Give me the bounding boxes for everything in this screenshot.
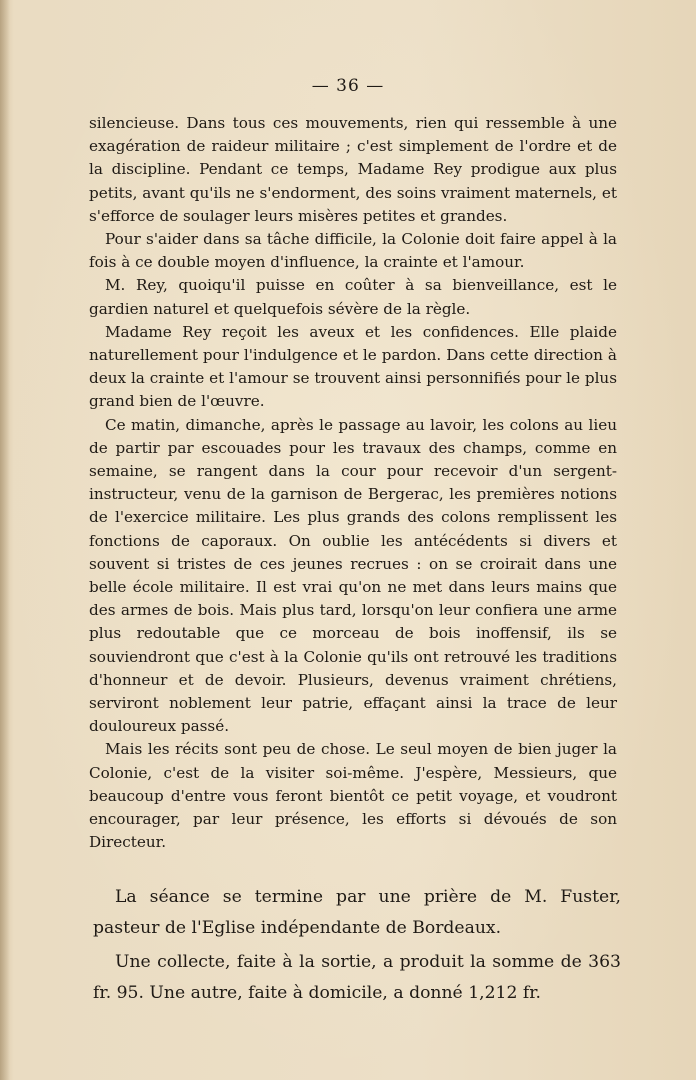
paragraph: Pour s'aider dans sa tâche difficile, la Colonie doit faire appel à la fois à ce double moyen d'influence, la crainte et l'amour. (89, 230, 617, 272)
closing-section (93, 882, 621, 1009)
paragraph: Madame Rey reçoit les aveux et les confidences. Elle plaide naturellement pour l'indulgence et le pardon. Dans cette direction à deux la crainte et l'amour se trouvent ainsi personnifiés pour le plus grand bien de l'œuvre. (89, 322, 617, 411)
paragraph: Mais les récits sont peu de chose. Le seul moyen de bien juger la Colonie, c'est de la visiter soi-même. J'espère, Messieurs, que beaucoup d'entre vous feront bientôt ce petit voyage, et voudront encourager, par leur présence, les efforts si dévoués de son Directeur. (89, 740, 617, 852)
paragraph: silencieuse. Dans tous ces mouvements, rien qui ressemble à une exagération de raideur militaire ; c'est simplement de l'ordre et de la discipline. Pendant ce temps, Madame Rey prodigue aux plus petits, avant qu'ils ne s'endorment, des soins vraiment maternels, et s'efforce de soulager leurs misères petites et grandes. (89, 114, 617, 225)
paragraph: Ce matin, dimanche, après le passage au lavoir, les colons au lieu de partir par escouades pour les travaux des champs, comme en semaine, se rangent dans la cour pour recevoir d'un sergent-instructeur, venu de la garnison de Bergerac, les premières notions de l'exercice militaire. Les plus grands des colons remplissent les fonctions de caporaux. On oublie les antécédents si divers et souvent si tristes de ces jeunes recrues : on se croirait dans une belle école militaire. Il est vrai qu'on ne met dans leurs mains que des armes de bois. Mais plus tard, lorsqu'on leur confiera une arme plus redoutable que ce morceau de bois inoffensif, ils se souviendront que c'est à la Colonie qu'ils ont retrouvé les traditions d'honneur et de devoir. Plusieurs, devenus vraiment chrétiens, serviront noblement leur patrie, effaçant ainsi la trace de leur douloureux passé. (89, 415, 617, 736)
closing-paragraph: La séance se termine par une prière de M. Fuster, pasteur de l'Eglise indépendante de Bordeaux. (93, 887, 621, 938)
closing-paragraph: Une collecte, faite à la sortie, a produit la somme de 363 fr. 95. Une autre, faite à domicile, a donné 1,212 fr. (93, 952, 621, 1003)
page-edge-shadow (0, 0, 10, 1080)
body-text (89, 112, 617, 855)
paragraph: M. Rey, quoiqu'il puisse en coûter à sa bienveillance, est le gardien naturel et quelquefois sévère de la règle. (89, 276, 617, 318)
page-number: — 36 — (311, 76, 385, 96)
